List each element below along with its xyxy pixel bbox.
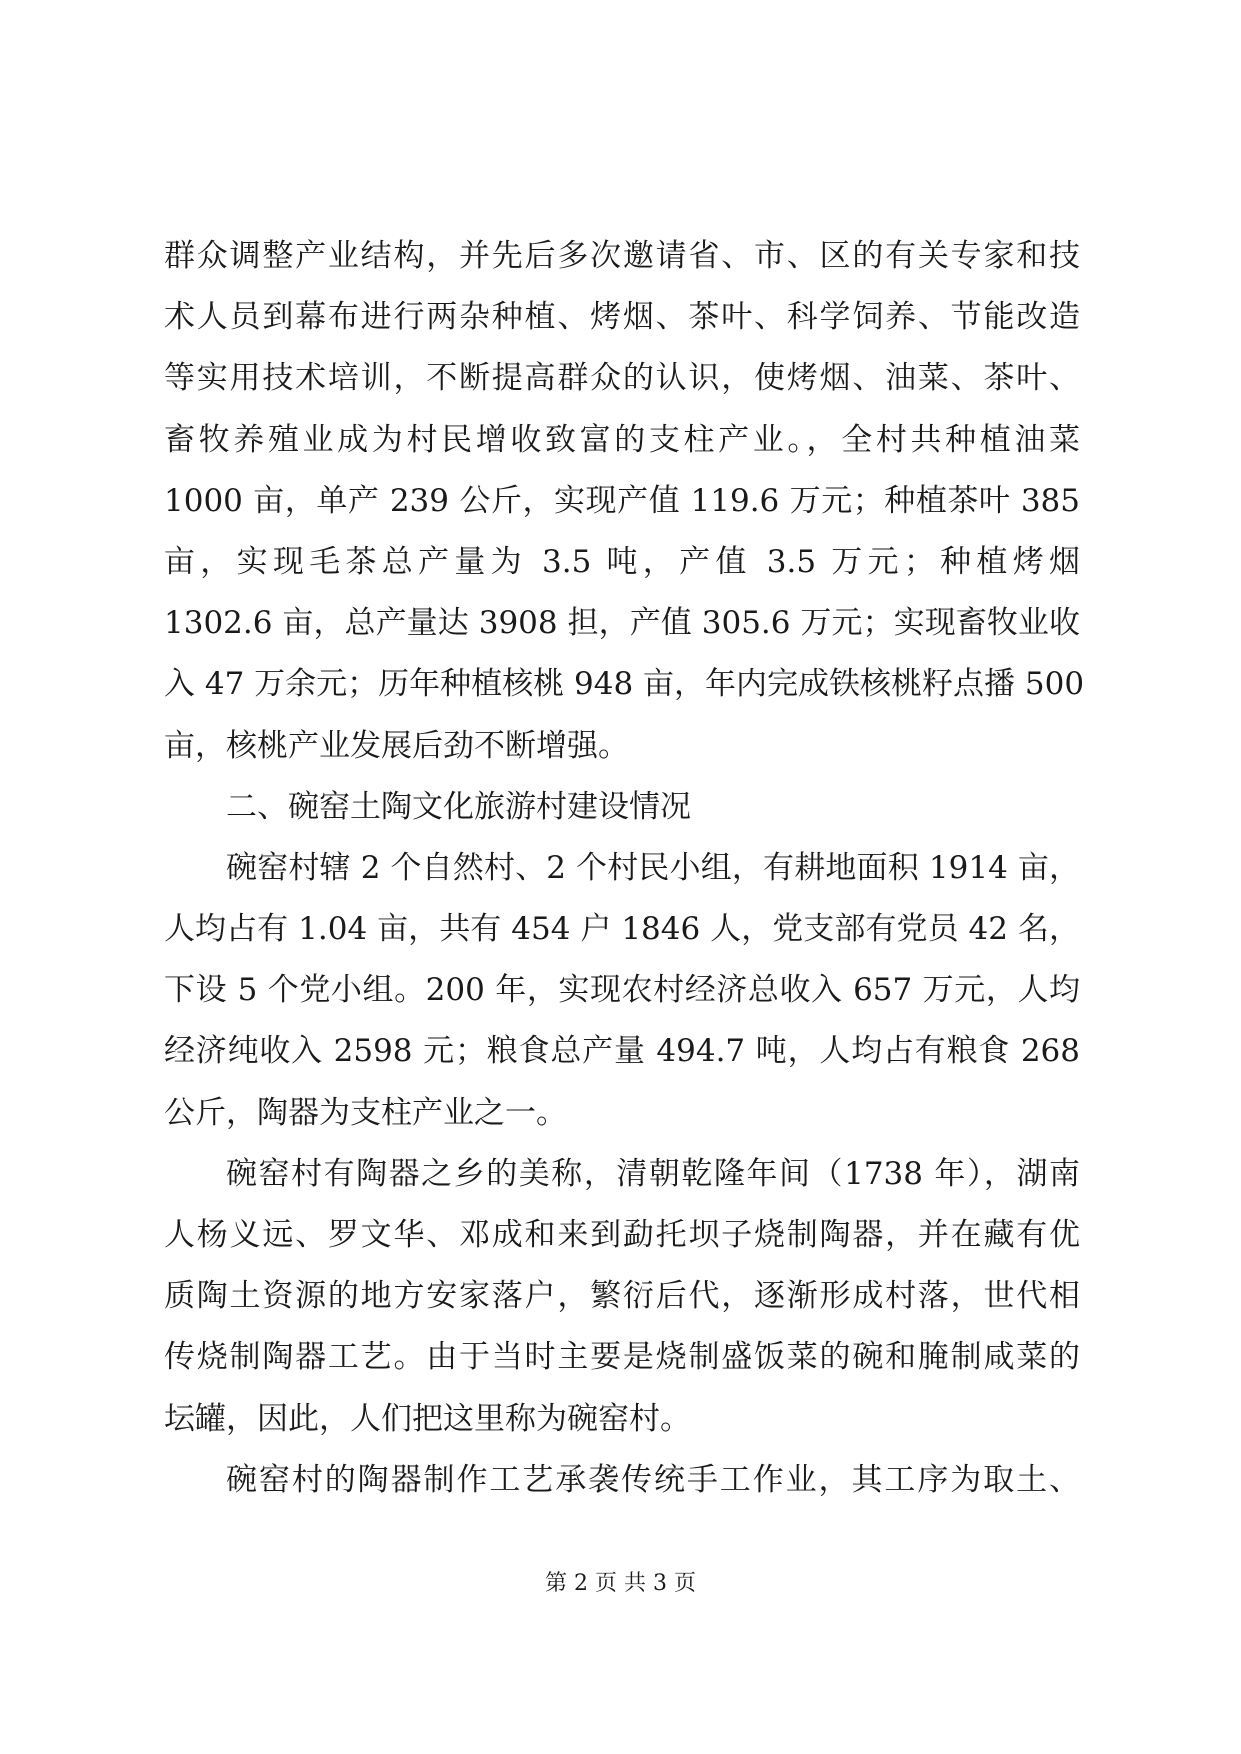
text-line: 人均占有 1.04 亩，共有 454 户 1846 人，党支部有党员 42 名，	[164, 911, 1080, 948]
text-line: 碗窑村辖 2 个自然村、2 个村民小组，有耕地面积 1914 亩，	[226, 849, 1080, 886]
text-line: 畜牧养殖业成为村民增收致富的支柱产业。，全村共种植油菜	[164, 421, 1080, 458]
text-line: 等实用技术培训，不断提高群众的认识，使烤烟、油菜、茶叶、	[164, 360, 1080, 397]
text-line: 经济纯收入 2598 元；粮食总产量 494.7 吨，人均占有粮食 268	[164, 1033, 1080, 1070]
text-line: 群众调整产业结构，并先后多次邀请省、市、区的有关专家和技	[164, 238, 1080, 274]
text-line: 亩，实现毛茶总产量为 3.5 吨，产值 3.5 万元；种植烤烟	[164, 543, 1080, 580]
text-line: 下设 5 个党小组。200 年，实现农村经济总收入 657 万元，人均	[164, 972, 1080, 1009]
text-line: 术人员到幕布进行两杂种植、烤烟、茶叶、科学饲养、节能改造	[164, 299, 1080, 336]
page-footer: 第 2 页 共 3 页	[545, 1571, 696, 1596]
text-line: 亩，核桃产业发展后劲不断增强。	[164, 727, 629, 764]
text-line: 1302.6 亩，总产量达 3908 担，产值 305.6 万元；实现畜牧业收	[164, 605, 1080, 642]
section-heading: 二、碗窑土陶文化旅游村建设情况	[226, 788, 691, 825]
document-body	[164, 226, 1085, 1511]
text-line: 碗窑村有陶器之乡的美称，清朝乾隆年间（1738 年），湖南	[226, 1155, 1080, 1192]
text-line: 公斤，陶器为支柱产业之一。	[164, 1094, 567, 1131]
text-line: 碗窑村的陶器制作工艺承袭传统手工作业，其工序为取土、	[226, 1461, 1080, 1498]
text-line: 人杨义远、罗文华、邓成和来到勐托坝子烧制陶器，并在藏有优	[164, 1217, 1080, 1253]
text-line: 1000 亩，单产 239 公斤，实现产值 119.6 万元；种植茶叶 385	[164, 482, 1080, 519]
text-line: 坛罐，因此，人们把这里称为碗窑村。	[164, 1400, 691, 1437]
text-line: 入 47 万余元；历年种植核桃 948 亩，年内完成铁核桃籽点播 500	[164, 666, 1085, 703]
text-line: 传烧制陶器工艺。由于当时主要是烧制盛饭菜的碗和腌制咸菜的	[164, 1339, 1080, 1376]
text-line: 质陶土资源的地方安家落户，繁衍后代，逐渐形成村落，世代相	[164, 1278, 1080, 1315]
